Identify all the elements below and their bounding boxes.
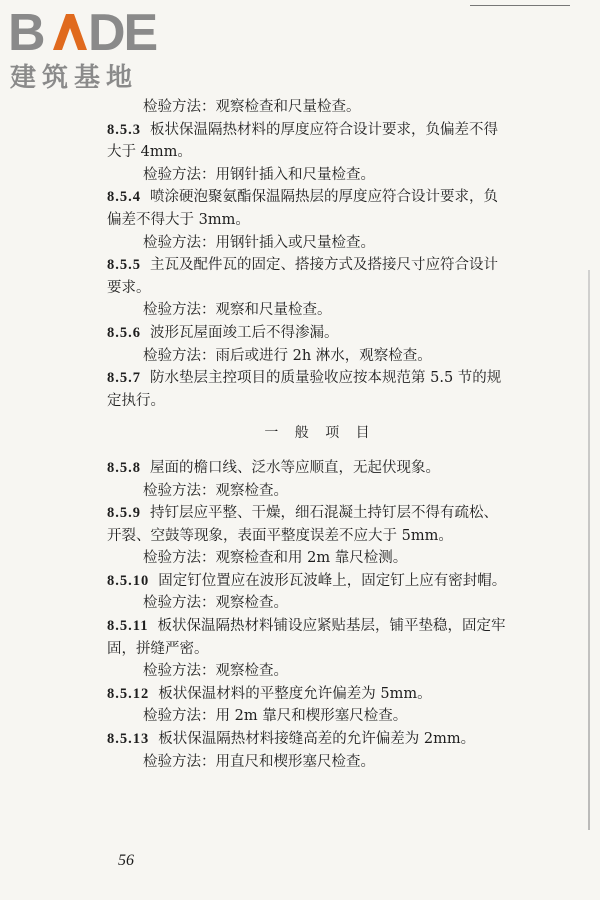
clause-number: 8.5.6 [107,324,141,341]
clause-8-5-3 [0,119,600,142]
clause-text: 板状保温隔热材料铺设应紧贴基层，铺平垫稳，固定牢 [157,618,506,635]
clause-8-5-9 [0,502,600,525]
clause-text: 板状保温隔热材料接缝高差的允许偏差为 2mm。 [158,731,476,748]
document-body [0,96,600,773]
inspection-method: 检验方法：雨后或进行 2h 淋水，观察检查。 [143,347,432,364]
page-number: 56 [118,852,134,869]
clause-number: 8.5.5 [107,257,141,274]
clause-number: 8.5.11 [107,618,149,635]
clause-8-5-5 [0,254,600,277]
clause-number: 8.5.12 [107,685,150,702]
clause-number: 8.5.4 [107,189,141,206]
inspection-method: 检验方法：观察检查。 [143,482,288,499]
clause-number: 8.5.9 [107,505,141,522]
clause-number: 8.5.10 [107,572,150,589]
clause-text: 固定钉位置应在波形瓦波峰上，固定钉上应有密封帽。 [158,572,507,589]
clause-number: 8.5.7 [107,370,141,387]
bade-logo [8,6,178,90]
clause-8-5-4 [0,186,600,209]
clause-text: 屋面的檐口线、泛水等应顺直，无起伏现象。 [150,459,440,476]
inspection-method: 检验方法：用钢针插入和尺量检查。 [143,166,375,183]
svg-text:DE: DE [88,6,157,62]
clause-text: 波形瓦屋面竣工后不得渗漏。 [150,324,339,341]
clause-text-continuation: 偏差不得大于 3mm。 [107,211,250,228]
inspection-method: 检验方法：观察和尺量检查。 [143,302,332,319]
inspection-method: 检验方法：观察检查。 [143,595,288,612]
svg-text:建筑基地: 建筑基地 [10,63,139,90]
clause-8-5-12 [0,683,600,706]
clause-number: 8.5.13 [107,731,150,748]
clause-8-5-6 [0,322,600,345]
clause-8-5-11 [0,615,600,638]
inspection-method: 检验方法：观察检查和用 2m 靠尺检测。 [143,550,408,567]
clause-text: 主瓦及配件瓦的固定、搭接方式及搭接尺寸应符合设计 [150,257,498,274]
clause-number: 8.5.8 [107,459,141,476]
clause-text: 防水垫层主控项目的质量验收应按本规范第 5.5 节的规 [150,370,502,387]
clause-text-continuation: 定执行。 [107,392,165,409]
bade-logo-graphic [8,6,178,90]
clause-text-continuation: 要求。 [107,279,151,296]
clause-text-continuation: 开裂、空鼓等现象，表面平整度误差不应大于 5mm。 [107,527,453,544]
svg-text:B: B [8,6,44,62]
clause-text: 板状保温隔热材料的厚度应符合设计要求，负偏差不得 [150,121,498,138]
clause-text: 喷涂硬泡聚氨酯保温隔热层的厚度应符合设计要求，负 [150,189,498,206]
clause-text-continuation: 固，拼缝严密。 [107,640,209,657]
inspection-method: 检验方法：观察检查。 [143,663,288,680]
inspection-method: 检验方法：用直尺和楔形塞尺检查。 [143,753,375,770]
clause-8-5-7 [0,367,600,390]
inspection-method: 检验方法：用钢针插入或尺量检查。 [143,234,375,251]
clause-text-continuation: 大于 4mm。 [107,144,192,161]
clause-8-5-13 [0,728,600,751]
inspection-method: 检验方法：用 2m 靠尺和楔形塞尺检查。 [143,708,408,725]
clause-text: 持钉层应平整、干燥，细石混凝土持钉层不得有疏松、 [150,505,498,522]
clause-text: 板状保温材料的平整度允许偏差为 5mm。 [158,685,432,702]
clause-8-5-8 [0,457,600,480]
clause-8-5-10 [0,570,600,593]
inspection-method: 检验方法：观察检查和尺量检查。 [143,99,361,115]
section-subheading: 一 般 项 目 [264,425,376,442]
top-rule [470,5,570,6]
clause-number: 8.5.3 [107,121,141,138]
